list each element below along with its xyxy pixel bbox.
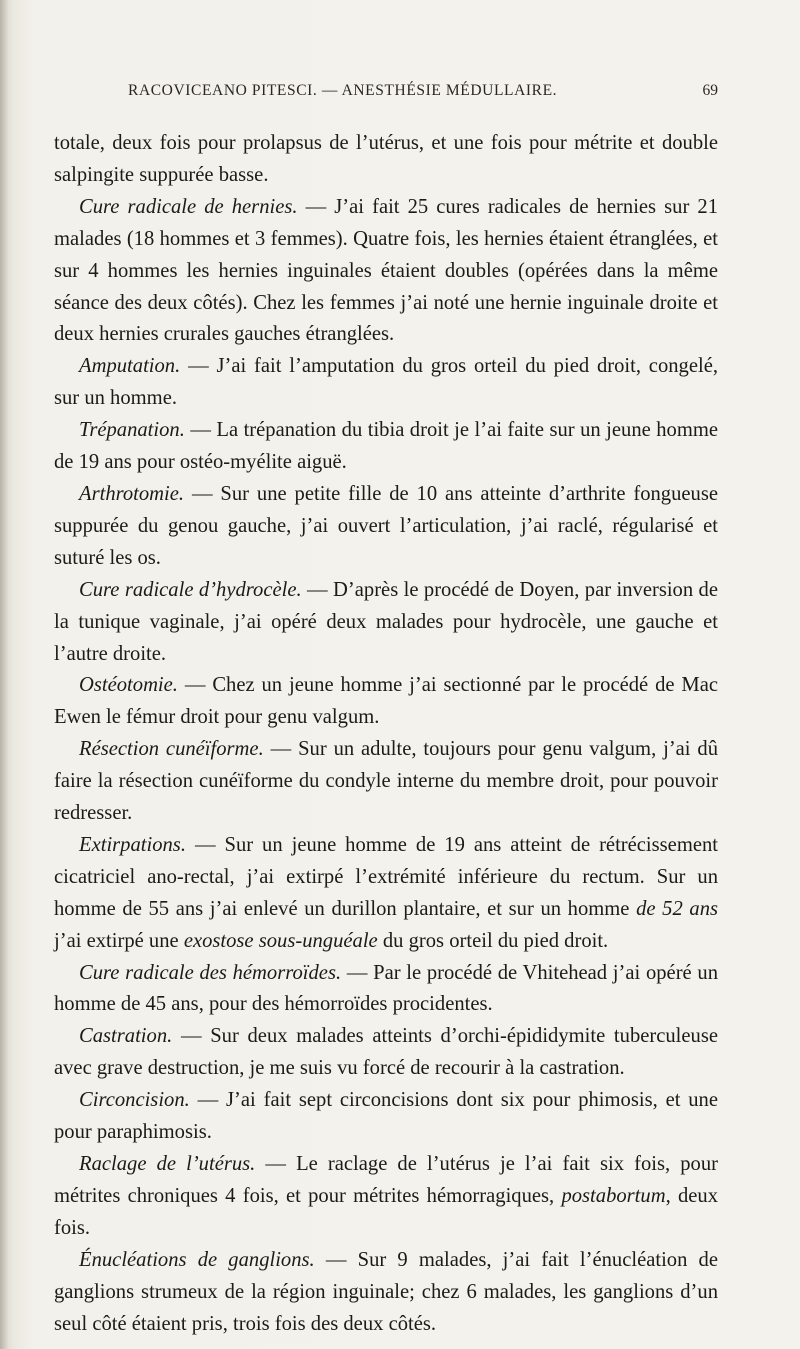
section-heading: Raclage de l’utérus. [79, 1153, 256, 1175]
paragraph-text: — Par le procédé de Vhitehead j’ai opéré un homme de 45 ans, pour des hémorroïdes procidentes. [54, 961, 718, 1016]
paragraph-text: — J’ai fait l’amputation du gros orteil du pied droit, congelé, sur un homme. [54, 355, 718, 410]
paragraph-text: — Sur un adulte, toujours pour genu valgum, j’ai dû faire la résection cunéïforme du condyle interne du membre droit, pour pouvoir redresser. [54, 738, 719, 825]
paragraph-text: — Sur un jeune homme de 19 ans atteint de rétrécissement cicatriciel ano-rectal, j’ai extirpé l’extrémité inférieure du rectum. Sur un homme de 55 ans j’ai enlevé un durillon plantaire, et sur un homme [54, 833, 718, 920]
paragraph-enucleations [54, 1245, 718, 1341]
paragraph-text: — Sur une petite fille de 10 ans atteinte d’arthrite fongueuse suppurée du genou gauche, j’ai ouvert l’articulation, j’ai raclé, régularisé et suturé les os. [54, 482, 718, 569]
paragraph-amputation [54, 351, 718, 415]
page-number: 69 [702, 82, 718, 99]
section-heading: Résection cunéïforme. [79, 738, 264, 761]
paragraph-text: — J’ai fait 25 cures radicales de hernies sur 21 malades (18 hommes et 3 femmes). Quatre fois, les hernies étaient étranglées, et sur 4 hommes les hernies inguinales étaient doubles (opérées dans la même séance des deux côtés). Chez les femmes j’ai noté une hernie inguinale droite et deux hernies crurales gauches étranglées. [54, 195, 718, 346]
italic-term: postabortum [561, 1184, 666, 1207]
section-heading: Arthrotomie. [79, 482, 185, 505]
paragraph-text: — La trépanation du tibia droit je l’ai faite sur un jeune homme de 19 ans pour ostéo-myélite aiguë. [54, 419, 718, 474]
page-binding-edge [0, 0, 8, 1349]
section-heading: Circoncision. [79, 1089, 190, 1112]
paragraph-hemorroides [54, 958, 718, 1022]
paragraph-osteotomie [54, 670, 718, 734]
italic-term: exostose sous-unguéale [183, 929, 378, 952]
paragraph-text: — Chez un jeune homme j’ai sectionné par le procédé de Mac Ewen le fémur droit pour genu valgum. [54, 674, 718, 729]
paragraph-trepanation [54, 415, 718, 479]
paragraph-text: j’ai extirpé une [54, 929, 184, 952]
section-heading: Castration. [79, 1025, 173, 1048]
paragraph-hydrocele [54, 575, 718, 671]
section-heading: Amputation. [79, 355, 181, 378]
paragraph-text: , deux fois. [54, 1184, 718, 1239]
paragraph-resection [54, 734, 718, 830]
section-heading: Cure radicale des hémorroïdes. [79, 961, 342, 984]
paragraph-circoncision [54, 1085, 718, 1149]
paragraph-raclage [54, 1149, 718, 1245]
paragraph-text: — Sur deux malades atteints d’orchi-épididymite tuberculeuse avec grave destruction, je me suis vu forcé de recourir à la castration. [54, 1025, 718, 1080]
section-heading: Ostéotomie. [79, 674, 178, 697]
section-heading: Cure radicale d’hydrocèle. [79, 578, 302, 601]
running-head-title: RACOVICEANO PITESCI. — ANESTHÉSIE MÉDULLAIRE. [128, 82, 558, 99]
paragraph-extirpations [54, 830, 718, 958]
section-heading: Cure radicale de hernies. [79, 195, 298, 218]
section-heading: Énucléations de ganglions. [79, 1248, 315, 1271]
italic-phrase: de 52 ans [636, 897, 719, 920]
paragraph-arthrotomie [54, 479, 718, 575]
paragraph-continuation [54, 128, 718, 192]
paragraph-text: — J’ai fait sept circoncisions dont six pour phimosis, et une pour paraphimosis. [54, 1089, 718, 1144]
paragraph-text: — D’après le procédé de Doyen, par inversion de la tunique vaginale, j’ai opéré deux malades pour hydrocèle, une gauche et l’autre droite. [54, 578, 718, 665]
section-heading: Extirpations. [79, 833, 186, 856]
paragraph-hernies [54, 192, 718, 352]
running-head [128, 82, 718, 104]
paragraph-castration [54, 1021, 718, 1085]
paragraph-text: totale, deux fois pour prolapsus de l’utérus, et une fois pour métrite et double salpingite suppurée basse. [54, 132, 718, 186]
paragraph-text: du gros orteil du pied droit. [377, 929, 609, 952]
paragraph-text: — Le raclage de l’utérus je l’ai fait six fois, pour métrites chroniques 4 fois, et pour métrites hémorragiques, [54, 1153, 718, 1207]
paragraph-text: — Sur 9 malades, j’ai fait l’énucléation de ganglions strumeux de la région inguinale; chez 6 malades, les ganglions d’un seul côté étaient pris, trois fois des deux côtés. [54, 1248, 718, 1335]
body-text [54, 128, 718, 1340]
section-heading: Trépanation. [79, 419, 185, 442]
